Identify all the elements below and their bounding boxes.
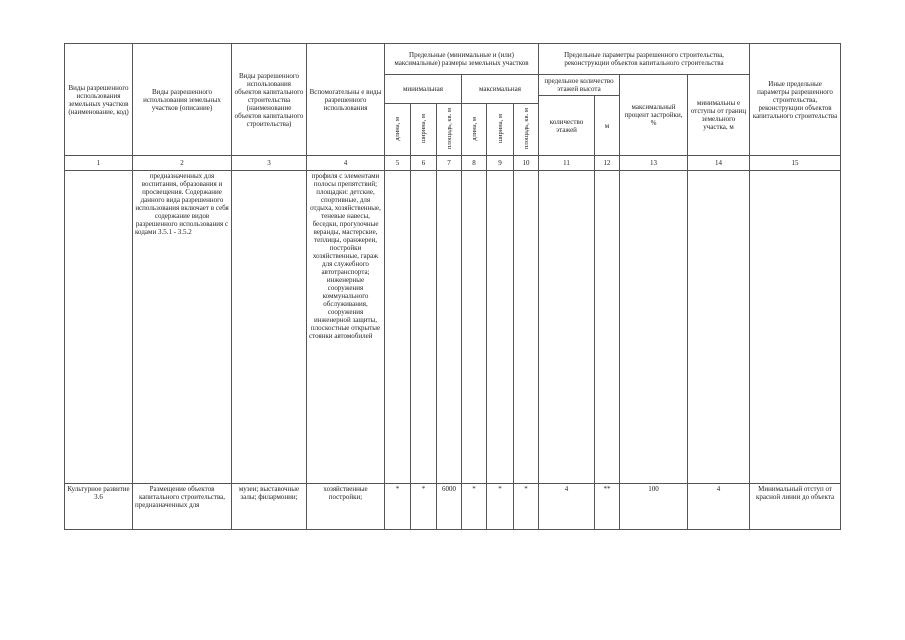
table-row [65,171,841,484]
column-number: 10 [514,156,539,171]
cell-use-description: предназначенных для воспитания, образования и просвещения. Содержание данного вида разрешенного использования включает в себя содержание видов разрешенного использования с кодами 3.5.1 - 3.5.2 [133,171,232,484]
header-min-area: площадь, кв. м [437,104,462,156]
header-floor-count: количество этажей [539,96,595,156]
cell-empty [539,171,595,484]
cell-max-length: * [462,484,487,530]
cell-empty [688,171,750,484]
header-plot-size-limits: Предельные (минимальные и (или) максимальные) размеры земельных участков [385,44,539,75]
column-number: 6 [411,156,437,171]
cell-empty [462,171,487,484]
header-min-width: ширина, м [411,104,437,156]
column-number: 12 [595,156,620,171]
column-numbers-row [65,156,841,171]
cell-empty [750,171,841,484]
header-minimum: минимальная [385,75,462,104]
cell-use-name: Культурное развитие 3.6 [65,484,133,530]
header-floor-limit: предельное количество этажей высота [539,75,620,96]
cell-use-description: Размещение объектов капитального строительства, предназначенных для [133,484,232,530]
cell-min-length: * [385,484,411,530]
cell-empty [595,171,620,484]
cell-capital-uses: музеи; выставочные залы; филармонии; [232,484,307,530]
cell-auxiliary-uses: профиля с элементами полосы препятствий; площадки: детские, спортивные, для отдыха, хозяйственные, теневые навесы, беседки, прогулочные веранды, мастерские, теплицы, оранжереи, постройки хозяйственные, гараж для служебного автотранспорта; инженерные сооружения коммунального обслуживания, сооружения инженерной защиты, плоскостные открытые стоянки автомобилей [307,171,385,484]
header-other-parameters: Иные предельные параметры разрешенного строительства, реконструкции объектов капитального строительства [750,44,841,156]
column-number: 5 [385,156,411,171]
zoning-regulations-table [64,43,841,530]
header-min-setbacks: минимальны е отступы от границ земельного участка, м [688,75,750,156]
header-permitted-use-description: Виды разрешенного использования земельных участков (описание) [133,44,232,156]
header-permitted-use-name: Виды разрешенного использования земельных участков (наименование, код) [65,44,133,156]
column-number: 7 [437,156,462,171]
cell-min-area: 6000 [437,484,462,530]
header-max-area: площадь, кв. м [514,104,539,156]
cell-max-width: * [487,484,514,530]
cell-empty [487,171,514,484]
cell-other-parameters: Минимальный отступ от красной линии до объекта [750,484,841,530]
cell-max-area: * [514,484,539,530]
cell-capital-uses [232,171,307,484]
column-number: 11 [539,156,595,171]
header-max-width: ширина, м [487,104,514,156]
table-row [65,484,841,530]
cell-auxiliary-uses: хозяйственные постройки; [307,484,385,530]
column-number: 14 [688,156,750,171]
column-number: 1 [65,156,133,171]
header-height-meters: м [595,96,620,156]
cell-empty [437,171,462,484]
column-number: 4 [307,156,385,171]
header-maximum: максимальная [462,75,539,104]
cell-empty [620,171,688,484]
cell-use-name [65,171,133,484]
column-number: 9 [487,156,514,171]
header-construction-parameters: Предельные параметры разрешенного строительства, реконструкции объектов капитального строительства [539,44,750,75]
cell-min-width: * [411,484,437,530]
header-max-length: длина, м [462,104,487,156]
cell-min-setback: 4 [688,484,750,530]
header-capital-construction-uses: Виды разрешенного использования объектов капитального строительства (наименование объектов капитального строительства) [232,44,307,156]
column-number: 15 [750,156,841,171]
column-number: 3 [232,156,307,171]
cell-max-coverage: 100 [620,484,688,530]
column-number: 13 [620,156,688,171]
header-max-coverage: максимальный процент застройки, % [620,75,688,156]
header-min-length: длина, м [385,104,411,156]
cell-empty [385,171,411,484]
column-number: 8 [462,156,487,171]
cell-empty [411,171,437,484]
cell-height: ** [595,484,620,530]
cell-floor-count: 4 [539,484,595,530]
cell-empty [514,171,539,484]
header-auxiliary-uses: Вспомогательны е виды разрешенного использования [307,44,385,156]
column-number: 2 [133,156,232,171]
